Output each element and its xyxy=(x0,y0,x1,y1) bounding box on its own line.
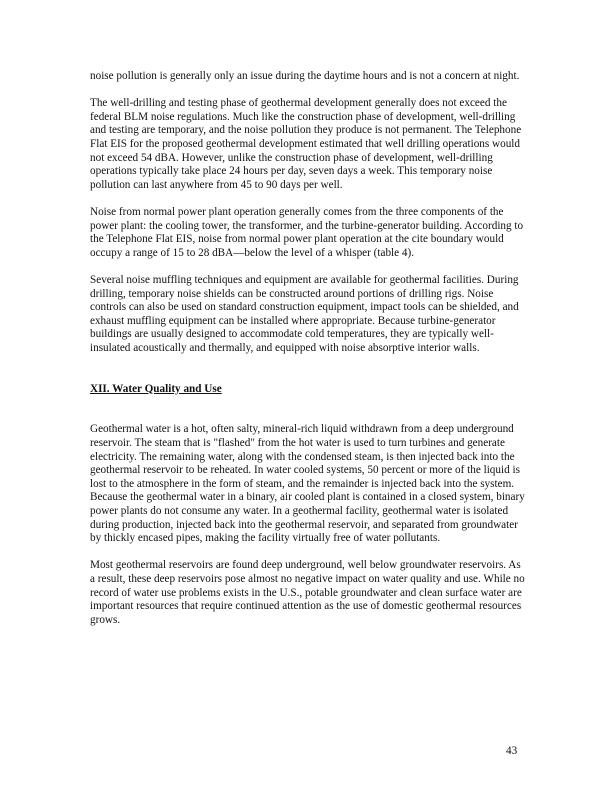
document-page xyxy=(90,70,526,627)
paragraph-noise-muffling: Several noise muffling techniques and equipment are available for geothermal facilities. During drilling, temporary noise shields can be constructed around portions of drilling rigs. Noise controls can also be used on standard construction equipment, impact tools can be shielded, and exhaust muffling equipment can be installed where appropriate. Because turbine-generator buildings are usually designed to accommodate cold temperatures, they are typically well-insulated acoustically and thermally, and equipped with noise absorptive interior walls. xyxy=(90,273,519,354)
page-number: 43 xyxy=(506,745,518,757)
paragraph-geothermal-water: Geothermal water is a hot, often salty, mineral-rich liquid withdrawn from a deep underground reservoir. The steam that is "flashed" from the hot water is used to turn turbines and generate electricity. The remaining water, along with the condensed steam, is then injected back into the geothermal reservoir to be reheated. In water cooled systems, 50 percent or more of the liquid is lost to the atmosphere in the form of steam, and the remainder is injected back into the system. Because the geothermal water in a binary, air cooled plant is contained in a closed system, binary power plants do not consume any water. In a geothermal facility, geothermal water is isolated during production, injected back into the geothermal reservoir, and separated from groundwater by thickly encased pipes, making the facility virtually free of water pollutants. xyxy=(90,423,525,545)
paragraph-spacer xyxy=(90,396,526,410)
paragraph-power-plant-noise: Noise from normal power plant operation generally comes from the three components of the power plant: the cooling tower, the transformer, and the turbine-generator building. According to the Telephone Flat EIS, noise from normal power plant operation at the cite boundary would occupy a range of 15 to 28 dBA—below the level of a whisper (table 4). xyxy=(90,205,524,259)
paragraph-spacer xyxy=(90,355,526,369)
paragraph-spacer xyxy=(90,260,526,274)
paragraph-spacer xyxy=(90,369,526,383)
paragraph-reservoirs: Most geothermal reservoirs are found deep underground, well below groundwater reservoirs. As a result, these deep reservoirs pose almost no negative impact on water quality and use. While no record of water use problems exists in the U.S., potable groundwater and clean surface water are important resources that require continued attention as the use of domestic geothermal resources grows. xyxy=(90,559,525,626)
paragraph-spacer xyxy=(90,84,526,98)
paragraph-well-drilling: The well-drilling and testing phase of geothermal development generally does not exceed the federal BLM noise regulations. Much like the construction phase of development, well-drilling and testing are temporary, and the noise pollution they produce is not permanent. The Telephone Flat EIS for the proposed geothermal development estimated that well drilling operations would not exceed 54 dBA. However, unlike the construction phase of development, well-drilling operations typically take place 24 hours per day, seven days a week. This temporary noise pollution can last anywhere from 45 to 90 days per well. xyxy=(90,97,522,191)
section-heading-water-quality: XII. Water Quality and Use xyxy=(90,382,222,395)
paragraph-spacer xyxy=(90,546,526,560)
paragraph-spacer xyxy=(90,192,526,206)
paragraph-spacer xyxy=(90,410,526,424)
paragraph-noise-daytime: noise pollution is generally only an issue during the daytime hours and is not a concern at night. xyxy=(90,70,520,82)
